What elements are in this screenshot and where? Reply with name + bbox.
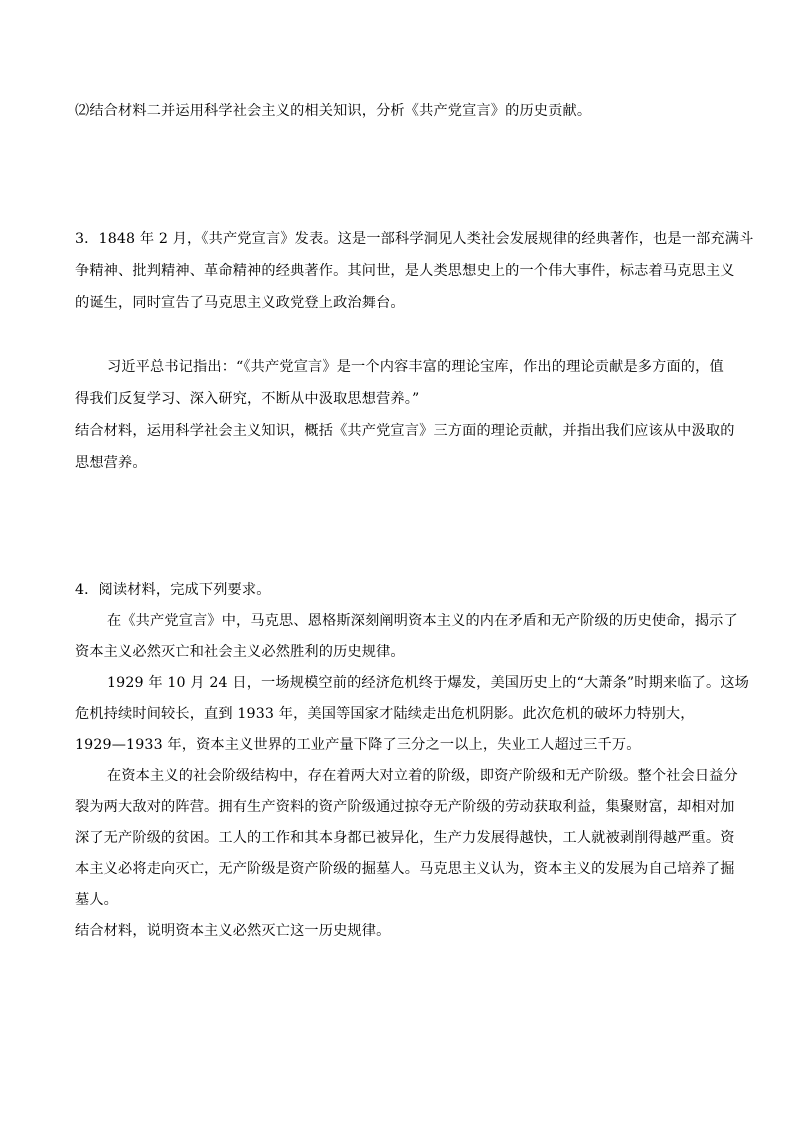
question-4-header: 4．阅读材料，完成下列要求。 bbox=[75, 582, 271, 598]
question-4-para-3-line-2: 裂为两大敌对的阵营。拥有生产资料的资产阶级通过掠夺无产阶级的劳动获取利益，集聚财富，却相对加 bbox=[75, 799, 735, 815]
question-2-prompt: ⑵结合材料二并运用科学社会主义的相关知识，分析《共产党宣言》的历史贡献。 bbox=[75, 103, 592, 119]
question-3-task-line-2: 思想营养。 bbox=[75, 455, 147, 471]
question-4-para-3-line-1: 在资本主义的社会阶级结构中，存在着两大对立着的阶级，即资产阶级和无产阶级。整个社会日益分 bbox=[107, 768, 738, 784]
question-4-para-2-line-3: 1929—1933 年，资本主义世界的工业产量下降了三分之一以上，失业工人超过三千万。 bbox=[75, 737, 641, 753]
question-3-quote-line-1: 习近平总书记指出：“《共产党宣言》是一个内容丰富的理论宝库，作出的理论贡献是多方面的，值 bbox=[107, 359, 724, 375]
question-3-line-2: 争精神、批判精神、革命精神的经典著作。其问世，是人类思想史上的一个伟大事件，标志着马克思主义 bbox=[75, 263, 735, 279]
question-4-para-1-line-1: 在《共产党宣言》中，马克思、恩格斯深刻阐明资本主义的内在矛盾和无产阶级的历史使命，揭示了 bbox=[107, 613, 738, 629]
question-3-line-3: 的诞生，同时宣告了马克思主义政党登上政治舞台。 bbox=[75, 295, 405, 311]
question-4-para-3-line-4: 本主义必将走向灭亡，无产阶级是资产阶级的掘墓人。马克思主义认为，资本主义的发展为自己培养了掘 bbox=[75, 861, 735, 877]
question-4-para-3-line-5: 墓人。 bbox=[75, 892, 119, 908]
question-4-para-3-line-3: 深了无产阶级的贫困。工人的工作和其本身都已被异化，生产力发展得越快，工人就被剥削得越严重。资 bbox=[75, 830, 735, 846]
question-4-para-2-line-1: 1929 年 10 月 24 日，一场规模空前的经济危机终于爆发，美国历史上的“大萧条”时期来临了。这场 bbox=[107, 675, 750, 691]
question-4-para-1-line-2: 资本主义必然灭亡和社会主义必然胜利的历史规律。 bbox=[75, 644, 405, 660]
question-4-para-2-line-2: 危机持续时间较长，直到 1933 年，美国等国家才陆续走出危机阴影。此次危机的破坏力特别大， bbox=[75, 706, 695, 722]
question-3-quote-line-2: 得我们反复学习、深入研究，不断从中汲取思想营养。” bbox=[75, 391, 420, 407]
question-3-line-1: 3．1848 年 2 月，《共产党宣言》发表。这是一部科学洞见人类社会发展规律的经典著作，也是一部充满斗 bbox=[75, 231, 754, 247]
question-3-task-line-1: 结合材料，运用科学社会主义知识，概括《共产党宣言》三方面的理论贡献，并指出我们应该从中汲取的 bbox=[75, 423, 735, 439]
question-4-task: 结合材料，说明资本主义必然灭亡这一历史规律。 bbox=[75, 923, 391, 939]
